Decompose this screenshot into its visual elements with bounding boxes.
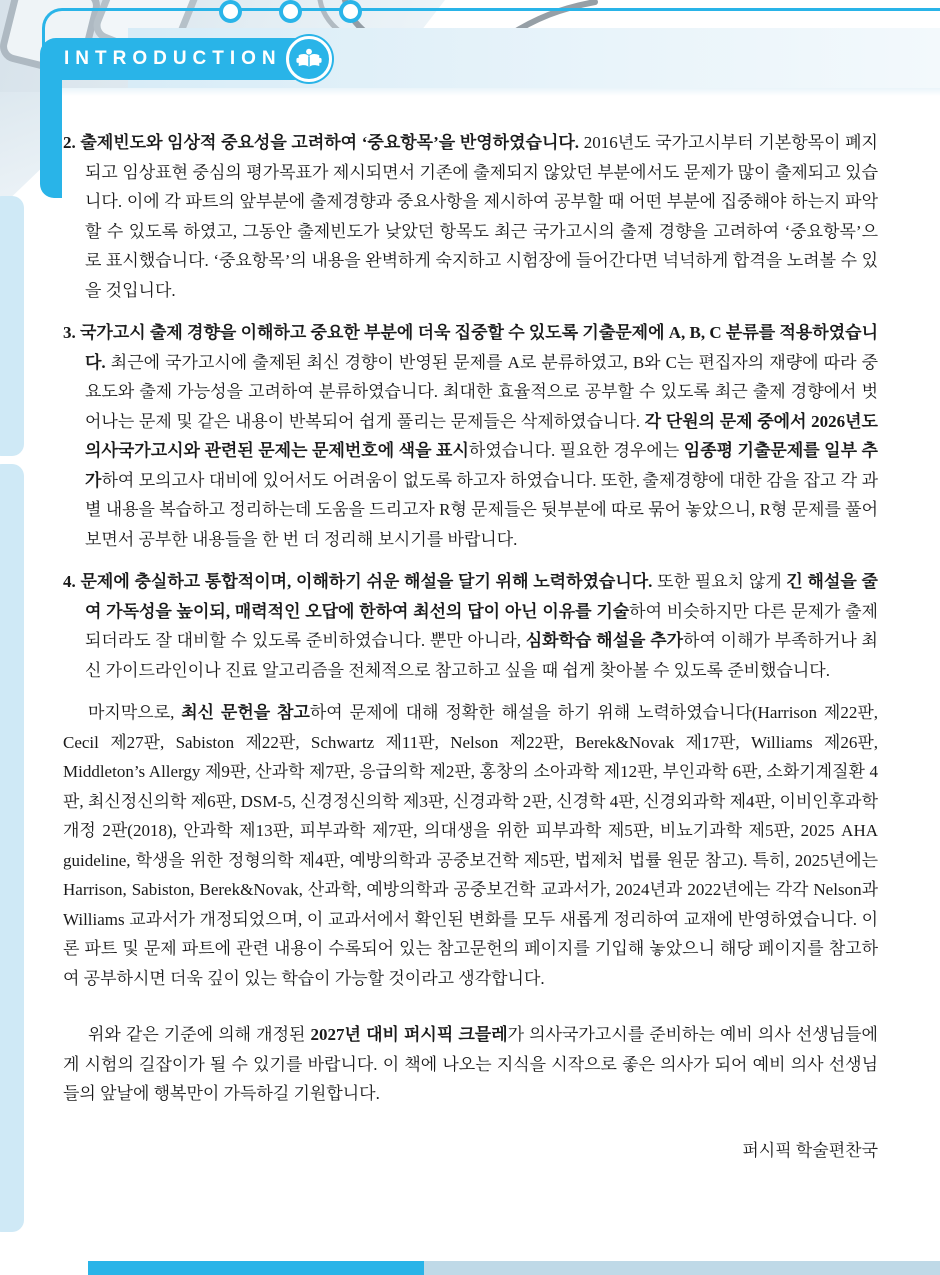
emphasis-text: 3. 국가고시 출제 경향을 이해하고 중요한 부분에 더욱 집중할 수 있도록 기출문제에 A, B, C 분류를 적용하였습니다. [63,323,878,372]
page-title: INTRODUCTION [64,48,282,69]
header-band-fade [60,88,940,96]
reader-book-icon-ring [286,36,332,82]
introduction-header-badge [40,38,302,80]
reader-book-icon [284,34,334,84]
emphasis-text: 4. 문제에 충실하고 통합적이며, 이해하기 쉬운 해설을 달기 위해 노력하였습니다. [63,572,653,591]
paragraph [63,567,878,685]
emphasis-text: 최신 문헌을 참고 [181,703,310,722]
emphasis-text: 각 단원의 문제 중에서 2026년도 의사국가고시와 관련된 문제는 문제번호에 색을 표시 [85,411,878,460]
body-text: 또한 필요치 않게 [652,572,787,591]
emphasis-text: 임종평 기출문제를 일부 추가 [85,441,878,490]
paragraph [63,1020,878,1109]
body-text: 최근에 국가고시에 출제된 최신 경향이 반영된 문제를 A로 분류하였고, B와 C는 편집자의 재량에 따라 중요도와 출제 가능성을 고려하여 분류하였습니다. 최대한 효율적으로 공부할 수 있도록 최근 출제 경향에서 벗어나는 문제 및 같은 내용이 반복되어 쉽게 풀리는 문제들은 삭제하였습니다. [85,352,878,431]
badge-left-strip [40,78,62,198]
circle-decoration [219,0,242,23]
body-text: 위와 같은 기준에 의해 개정된 [88,1025,311,1044]
circle-decoration [339,0,362,23]
paragraph [63,698,878,993]
paragraph [63,318,878,554]
emphasis-text: 2027년 대비 퍼시픽 크믈레 [310,1025,508,1044]
left-margin-bar [0,464,24,1232]
bottom-light-bar [424,1261,940,1275]
circle-decoration [279,0,302,23]
open-book-glyph [296,46,322,72]
body-paragraphs [63,128,878,1161]
body-text: 하여 이해가 부족하거나 최신 가이드라인이나 진료 알고리즘을 전체적으로 참고하고 싶을 때 쉽게 찾아볼 수 있도록 준비했습니다. [85,631,878,680]
bottom-accent-bar [88,1261,424,1275]
paragraph [63,128,878,305]
signature: 퍼시픽 학술편찬국 [742,1140,878,1160]
emphasis-text: 2. 출제빈도와 임상적 중요성을 고려하여 ‘중요항목’을 반영하였습니다. [63,133,580,152]
body-text: 2016년도 국가고시부터 기본항목이 폐지되고 임상표현 중심의 평가목표가 제시되면서 기존에 출제되지 않았던 부분에서도 문제가 많이 출제되고 있습니다. 이에 각 파트의 앞부분에 출제경향과 중요사항을 제시하여 공부할 때 어떤 부분에 집중해야 하는지 파악할 수 있도록 하였고, 그동안 출제빈도가 낮았던 항목도 최근 국가고시의 출제 경향을 고려하여 ‘중요항목’으로 표시했습니다. ‘중요항목’의 내용을 완벽하게 숙지하고 시험장에 들어간다면 넉넉하게 합격을 노려볼 수 있을 것입니다. [85,133,878,300]
body-text: 마지막으로, [88,703,182,722]
emphasis-text: 심화학습 해설을 추가 [525,631,684,650]
body-text: 하여 모의고사 대비에 있어서도 어려움이 없도록 하고자 하였습니다. 또한, 출제경향에 대한 감을 잡고 각 과별 내용을 복습하고 정리하는데 도움을 드리고자 R형 문제들은 뒷부분에 따로 묶어 놓았으니, R형 문제를 풀어보면서 공부한 내용들을 한 번 더 정리해 보시기를 바랍니다. [85,470,878,549]
body-text: 하여 비슷하지만 다른 문제가 출제되더라도 잘 대비할 수 있도록 준비하였습니다. 뿐만 아니라, [85,601,878,650]
emphasis-text: 긴 해설을 줄여 가독성을 높이되, 매력적인 오답에 한하여 최선의 답이 아닌 이유를 기술 [85,572,878,621]
left-margin-bar [0,196,24,456]
body-text: 하여 문제에 대해 정확한 해설을 하기 위해 노력하였습니다(Harrison 제22판, Cecil 제27판, Sabiston 제22판, Schwartz 제11판, Nelson 제22판, Berek&Novak 제17판, Williams 제26판, Middleton’s Allergy 제9판, 산과학 제7판, 응급의학 제2판, 홍창의 소아과학 제12판, 부인과학 6판, 소화기계질환 4판, 최신정신의학 제6판, DSM-5, 신경정신의학 제3판, 신경과학 2판, 신경학 4판, 신경외과학 제4판, 이비인후과학 개정 2판(2018), 안과학 제13판, 피부과학 제7판, 의대생을 위한 피부과학 제5판, 비뇨기과학 제5판, 2025 AHA guideline, 학생을 위한 정형의학 제4판, 예방의학과 공중보건학 제5판, 법제처 법률 원문 참고). 특히, 2025년에는 Harrison, Sabiston, Berek&Novak, 산과학, 예방의학과 공중보건학 교과서가, 2024년과 2022년에는 각각 Nelson과 Williams 교과서가 개정되었으며, 이 교과서에서 확인된 변화를 모두 새롭게 정리하여 교재에 반영하였습니다. 이론 파트 및 문제 파트에 관련 내용이 수록되어 있는 참고문헌의 페이지를 기입해 놓았으니 해당 페이지를 참고하여 공부하시면 더욱 깊이 있는 학습이 가능할 것이라고 생각합니다. [63,703,878,988]
body-text: 하였습니다. 필요한 경우에는 [468,441,684,460]
body-text: 가 의사국가고시를 준비하는 예비 의사 선생님들에게 시험의 길잡이가 될 수 있기를 바랍니다. 이 책에 나오는 지식을 시작으로 좋은 의사가 되어 예비 의사 선생님들의 앞날에 행복만이 가득하길 기원합니다. [63,1025,878,1103]
